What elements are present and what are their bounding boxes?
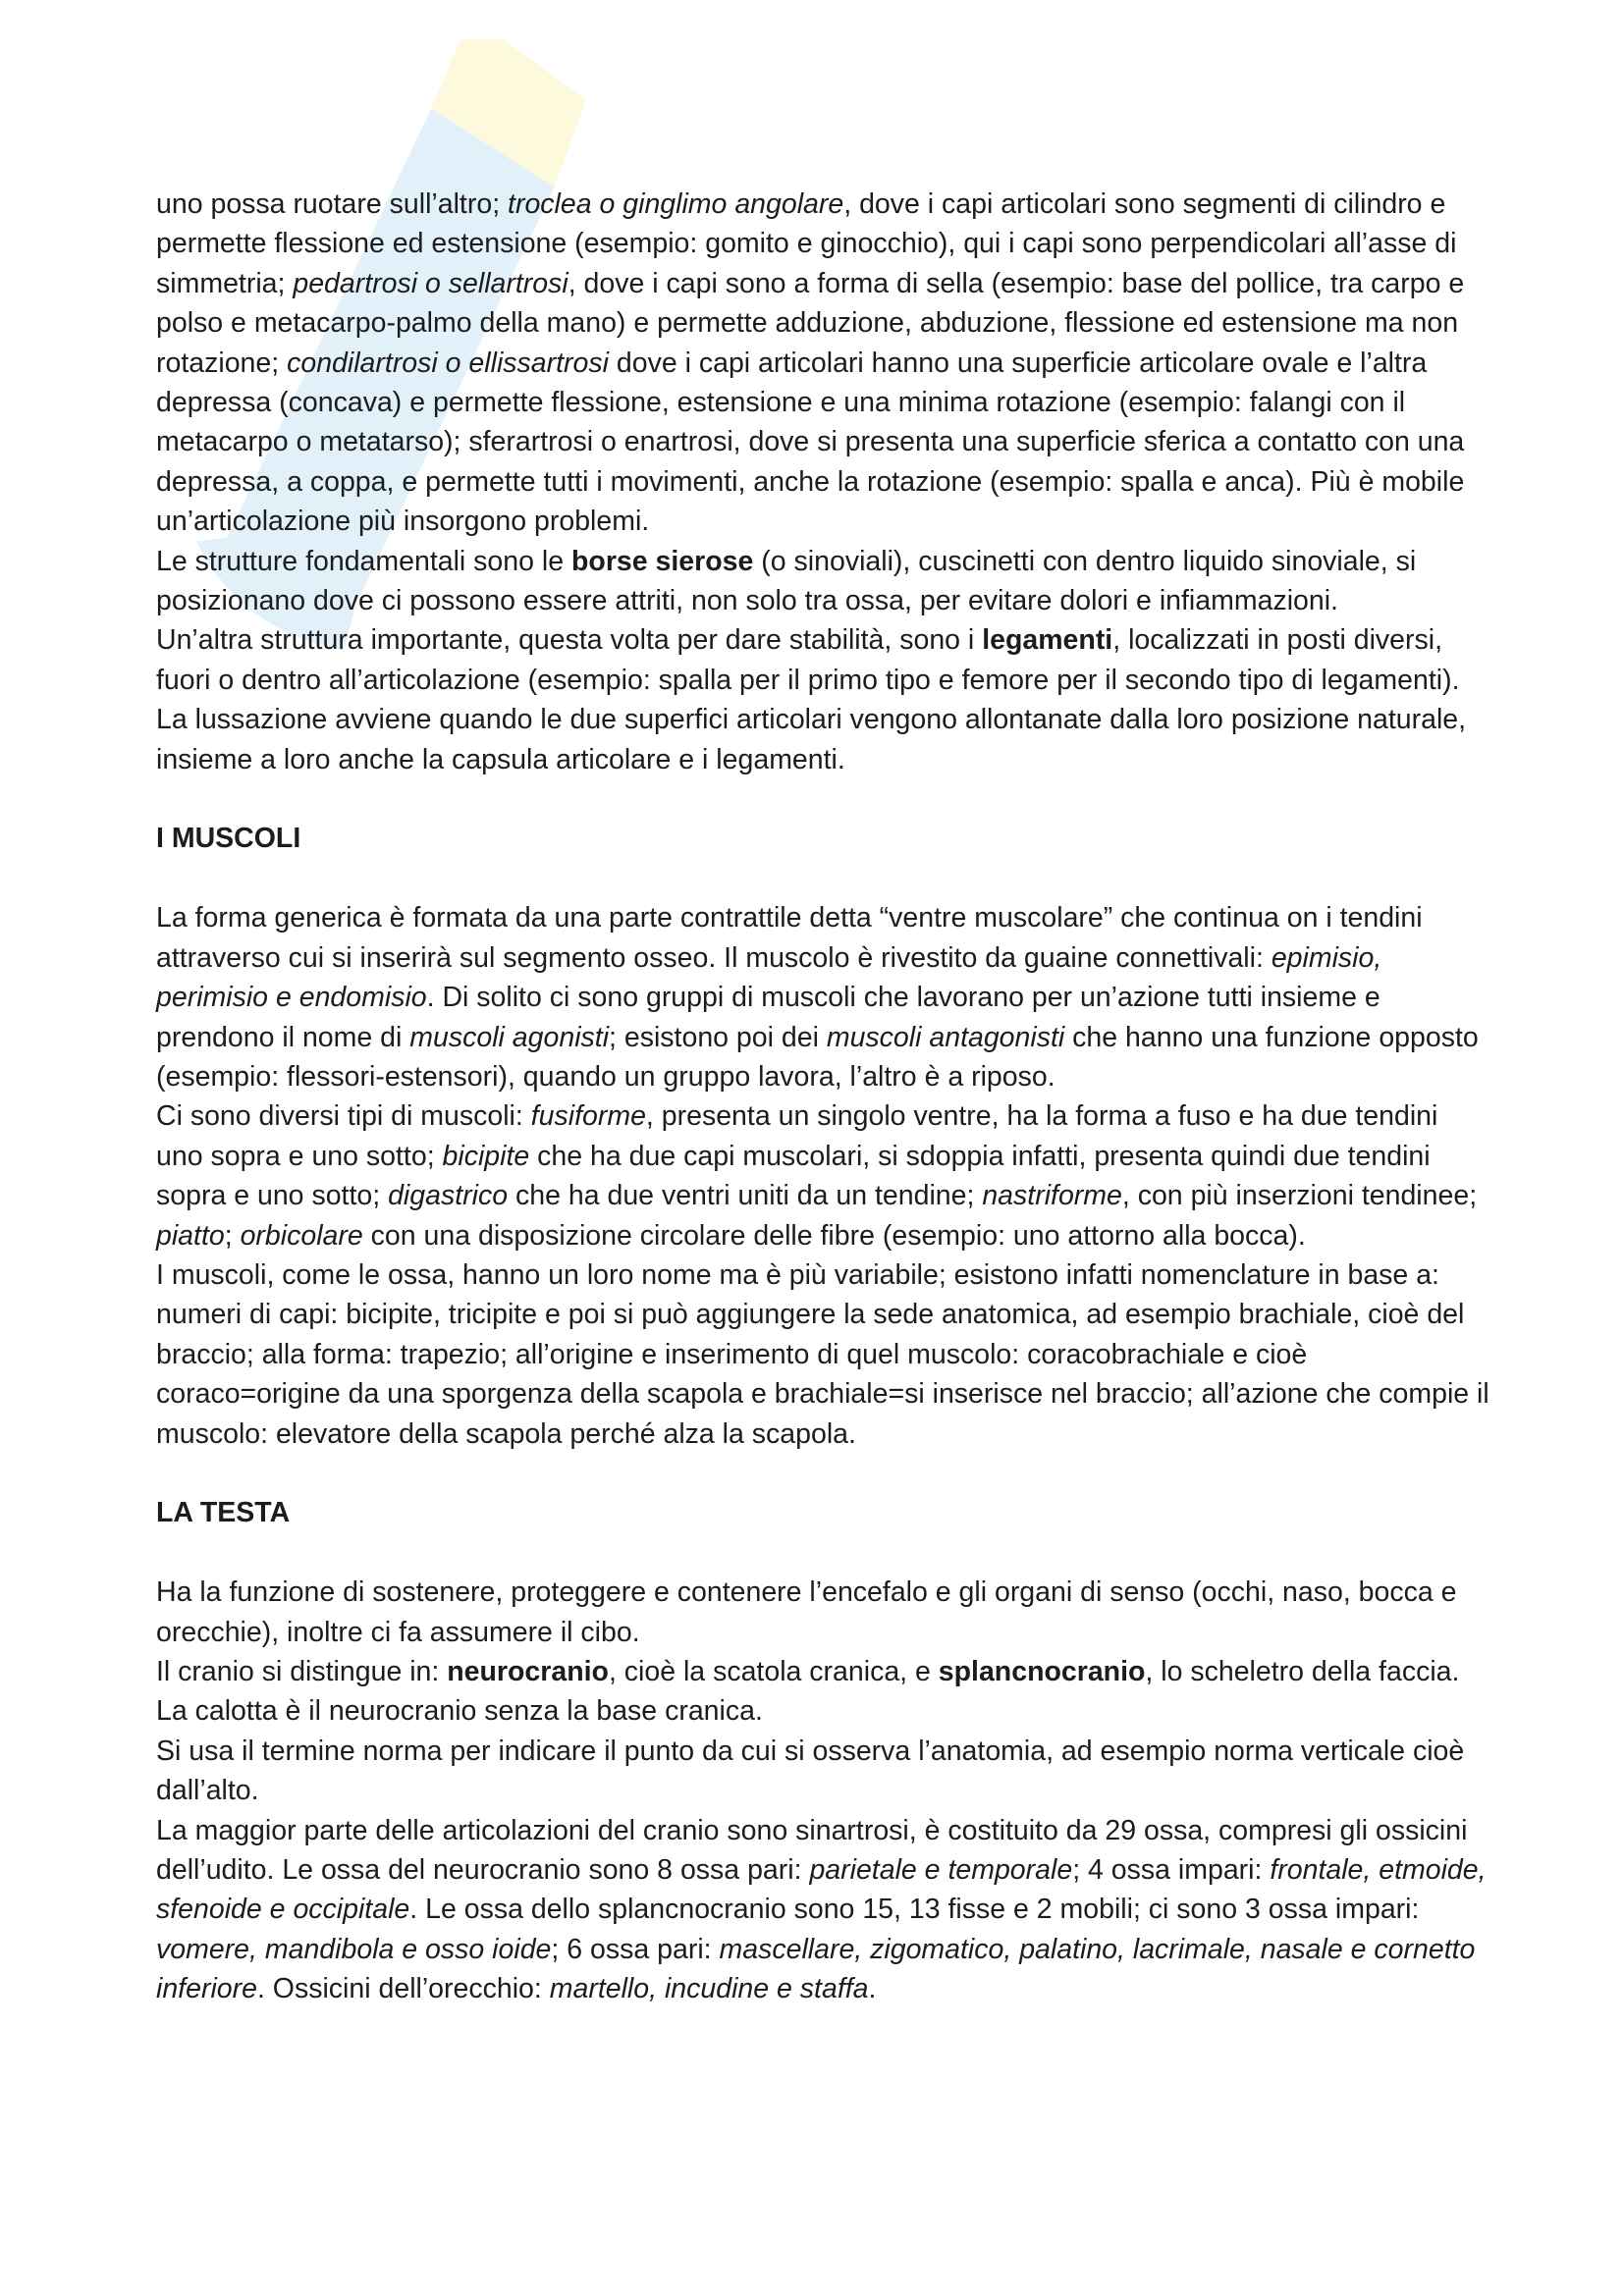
- intro-paragraph-4: La lussazione avviene quando le due superfici articolari vengono allontanate dalla loro posizione naturale, insieme a loro anche la capsula articolare e i legamenti.: [156, 704, 1467, 775]
- intro-paragraph-3: Un’altra struttura importante, questa volta per dare stabilità, sono i legamenti, localizzati in posti diversi, fuori o dentro all’articolazione (esempio: spalla per il primo tipo e femore per il secondo tipo di legamenti).: [156, 624, 1460, 696]
- muscoli-paragraph-1: La forma generica è formata da una parte contrattile detta “ventre muscolare” che continua on i tendini attraverso cui si inserirà sul segmento osseo. Il muscolo è rivestito da guaine connettivali: epimisio, perimisio e endomisio. Di solito ci sono gruppi di muscoli che lavorano per un’azione tutti insieme e prendono il nome di muscoli agonisti; esistono poi dei muscoli antagonisti che hanno una funzione opposto (esempio: flessori-estensori), quando un gruppo lavora, l’altro è a riposo.: [156, 902, 1479, 1093]
- document-page: [156, 185, 1491, 2009]
- muscoli-paragraph-3: I muscoli, come le ossa, hanno un loro nome ma è più variabile; esistono infatti nomenclature in base a: numeri di capi: bicipite, tricipite e poi si può aggiungere la sede anatomica, ad esempio brachiale, cioè del braccio; alla forma: trapezio; all’origine e inserimento di quel muscolo: coracobrachiale e cioè coraco=origine da una sporgenza della scapola e brachiale=si inserisce nel braccio; all’azione che compie il muscolo: elevatore della scapola perché alza la scapola.: [156, 1258, 1489, 1450]
- intro-paragraph-2: Le strutture fondamentali sono le borse sierose (o sinoviali), cuscinetti con dentro liquido sinoviale, si posizionano dove ci possono essere attriti, non solo tra ossa, per evitare dolori e infiammazioni.: [156, 545, 1417, 617]
- testa-paragraph-3: Si usa il termine norma per indicare il punto da cui si osserva l’anatomia, ad esempio norma verticale cioè dall’alto.: [156, 1735, 1465, 1807]
- testa-paragraph-4: La maggior parte delle articolazioni del cranio sono sinartrosi, è costituito da 29 ossa, compresi gli ossicini dell’udito. Le ossa del neurocranio sono 8 ossa pari: parietale e temporale; 4 ossa impari: frontale, etmoide, sfenoide e occipitale. Le ossa dello splancnocranio sono 15, 13 fisse e 2 mobili; ci sono 3 ossa impari: vomere, mandibola e osso ioide; 6 ossa pari: mascellare, zigomatico, palatino, lacrimale, nasale e cornetto inferiore. Ossicini dell’orecchio: martello, incudine e staffa.: [156, 1814, 1487, 2005]
- section-heading-muscoli: I MUSCOLI: [156, 823, 301, 855]
- testa-paragraph-2: Il cranio si distingue in: neurocranio, cioè la scatola cranica, e splancnocranio, lo scheletro della faccia. La calotta è il neurocranio senza la base cranica.: [156, 1655, 1460, 1728]
- intro-paragraph-1: uno possa ruotare sull’altro; troclea o ginglimo angolare, dove i capi articolari sono segmenti di cilindro e permette flessione ed estensione (esempio: gomito e ginocchio), qui i capi sono perpendicolari all’asse di simmetria; pedartrosi o sellartrosi, dove i capi sono a forma di sella (esempio: base del pollice, tra carpo e polso e metacarpo-palmo della mano) e permette adduzione, abduzione, flessione ed estensione ma non rotazione; condilartrosi o ellissartrosi dove i capi articolari hanno una superficie articolare ovale e l’altra depressa (concava) e permette flessione, estensione e una minima rotazione (esempio: falangi con il metacarpo o metatarso); sferartrosi o enartrosi, dove si presenta una superficie sferica a contatto con una depressa, a coppa, e permette tutti i movimenti, anche la rotazione (esempio: spalla e anca). Più è mobile un’articolazione più insorgono problemi.: [156, 188, 1465, 538]
- testa-paragraph-1: Ha la funzione di sostenere, proteggere e contenere l’encefalo e gli organi di senso (occhi, naso, bocca e orecchie), inoltre ci fa assumere il cibo.: [156, 1576, 1457, 1648]
- muscoli-paragraph-2: Ci sono diversi tipi di muscoli: fusiforme, presenta un singolo ventre, ha la forma a fuso e ha due tendini uno sopra e uno sotto; bicipite che ha due capi muscolari, si sdoppia infatti, presenta quindi due tendini sopra e uno sotto; digastrico che ha due ventri uniti da un tendine; nastriforme, con più inserzioni tendinee; piatto; orbicolare con una disposizione circolare delle fibre (esempio: uno attorno alla bocca).: [156, 1100, 1478, 1252]
- section-heading-testa: LA TESTA: [156, 1497, 291, 1529]
